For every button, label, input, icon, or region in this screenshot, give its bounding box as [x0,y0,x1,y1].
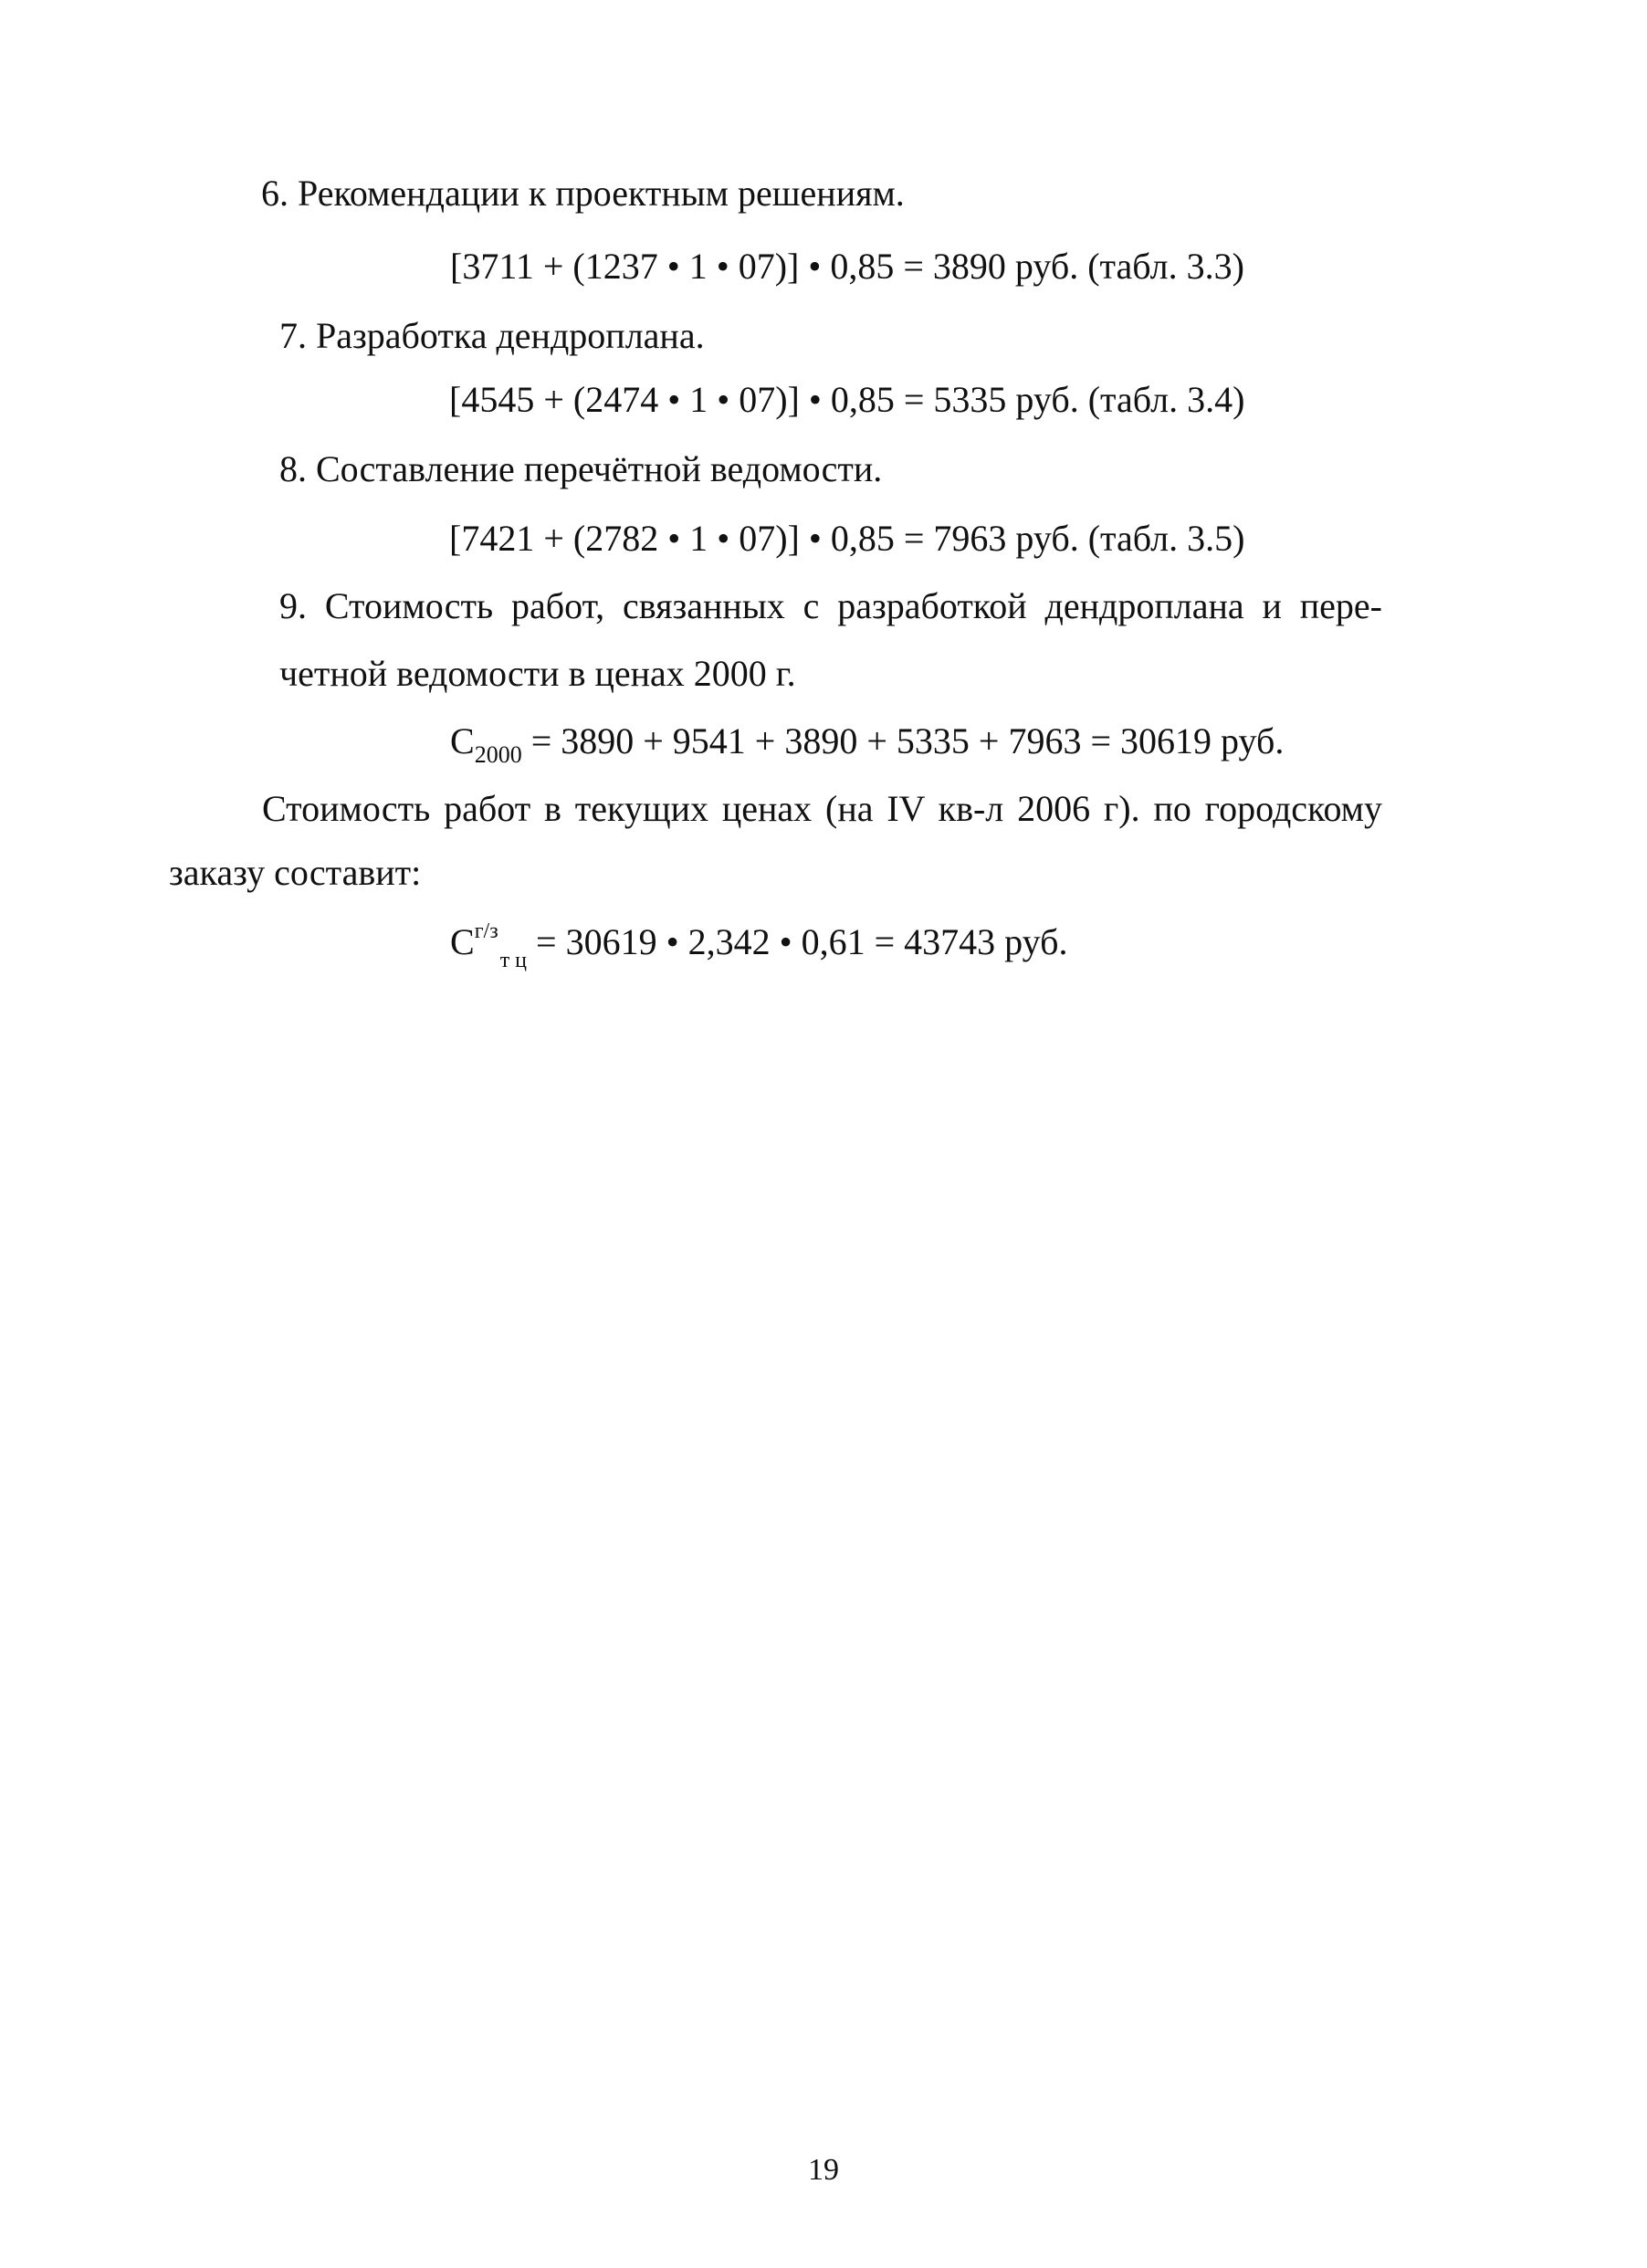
formula-rest: = 3890 + 9541 + 3890 + 5335 + 7963 = 30619 руб. [521,720,1285,761]
final-formula-rest: = 30619 • 2,342 • 0,61 = 43743 руб. [527,921,1068,962]
item-6-heading: 6. Рекомендации к проектным решениям. [261,173,905,214]
item-8-formula: [7421 + (2782 • 1 • 07)] • 0,85 = 7963 руб. (табл. 3.5) [449,518,1245,559]
paragraph-line-1: Стоимость работ в текущих ценах (на IV кв-л 2006 г). по городскому [262,788,1382,829]
final-formula-base: С [450,921,475,962]
item-7-heading: 7. Разработка дендроплана. [279,315,705,356]
final-formula-superscript: г/з [474,919,498,943]
paragraph-line-1-wrap [262,788,1382,829]
item-9-line-1: 9. Стоимость работ, связанных с разработкой дендроплана и пере- [279,585,1382,626]
item-9-text-line-1 [279,585,1382,626]
item-7-formula: [4545 + (2474 • 1 • 07)] • 0,85 = 5335 руб. (табл. 3.4) [449,379,1245,420]
item-9-text-line-2: четной ведомости в ценах 2000 г. [279,653,796,694]
paragraph-line-2: заказу составит: [169,852,422,893]
item-9-formula [450,720,1285,768]
formula-base: С [450,720,475,761]
page-number: 19 [808,2153,839,2187]
final-formula [450,920,1067,971]
item-6-formula: [3711 + (1237 • 1 • 07)] • 0,85 = 3890 руб. (табл. 3.3) [450,246,1244,287]
item-8-heading: 8. Составление перечётной ведомости. [279,448,883,489]
final-formula-subscript: т ц [499,949,528,972]
formula-subscript: 2000 [474,741,522,768]
